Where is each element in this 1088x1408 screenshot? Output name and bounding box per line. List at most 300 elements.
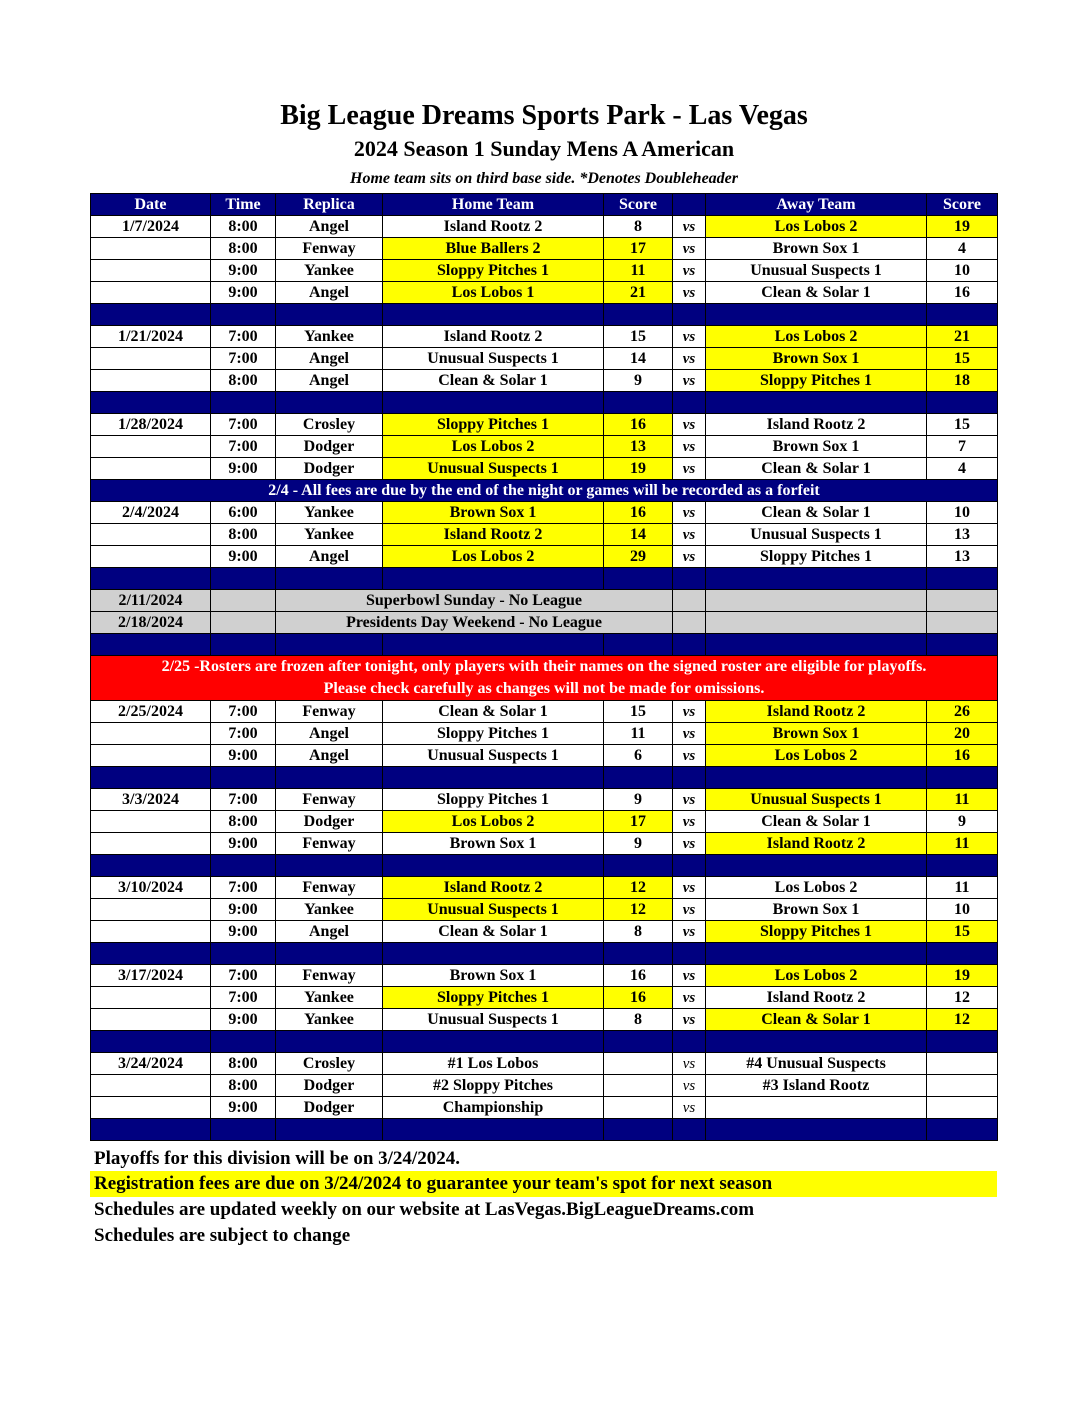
- empty-cell: [927, 612, 998, 634]
- separator-cell: [706, 568, 927, 590]
- column-header: Replica: [276, 194, 383, 216]
- home-team: Island Rootz 2: [383, 216, 604, 238]
- game-row: [91, 436, 998, 458]
- away-team: Clean & Solar 1: [706, 502, 927, 524]
- empty-cell: [211, 612, 276, 634]
- vs-label: vs: [673, 1009, 706, 1031]
- game-time: 8:00: [211, 524, 276, 546]
- home-score: 8: [604, 921, 673, 943]
- separator-cell: [673, 634, 706, 656]
- away-score: [927, 1075, 998, 1097]
- game-time: 7:00: [211, 326, 276, 348]
- separator-cell: [706, 767, 927, 789]
- away-score: 11: [927, 877, 998, 899]
- roster-alert-row: [91, 656, 998, 701]
- registration-note: Registration fees are due on 3/24/2024 to guarantee your team's spot for next season: [90, 1171, 997, 1197]
- separator-cell: [673, 855, 706, 877]
- away-team: Los Lobos 2: [706, 965, 927, 987]
- game-field: Dodger: [276, 1075, 383, 1097]
- separator-cell: [276, 1031, 383, 1053]
- game-time: 7:00: [211, 987, 276, 1009]
- column-header: Score: [604, 194, 673, 216]
- away-team: Clean & Solar 1: [706, 458, 927, 480]
- home-score: 19: [604, 458, 673, 480]
- separator-cell: [276, 767, 383, 789]
- home-team: Sloppy Pitches 1: [383, 789, 604, 811]
- game-time: 7:00: [211, 414, 276, 436]
- separator-row: [91, 1119, 998, 1141]
- vs-label: vs: [673, 524, 706, 546]
- empty-cell: [673, 590, 706, 612]
- away-score: 7: [927, 436, 998, 458]
- game-date: 1/21/2024: [91, 326, 211, 348]
- home-score: 8: [604, 1009, 673, 1031]
- separator-cell: [673, 1031, 706, 1053]
- vs-label: vs: [673, 745, 706, 767]
- playoffs-note: Playoffs for this division will be on 3/24/2024.: [94, 1148, 460, 1169]
- away-team: #3 Island Rootz: [706, 1075, 927, 1097]
- game-time: 8:00: [211, 216, 276, 238]
- game-field: Fenway: [276, 789, 383, 811]
- game-time: 6:00: [211, 502, 276, 524]
- game-row: [91, 282, 998, 304]
- separator-cell: [604, 943, 673, 965]
- game-row: [91, 216, 998, 238]
- away-team: Clean & Solar 1: [706, 282, 927, 304]
- game-row: [91, 745, 998, 767]
- home-score: 12: [604, 899, 673, 921]
- separator-cell: [383, 1119, 604, 1141]
- game-field: Dodger: [276, 811, 383, 833]
- game-date: [91, 238, 211, 260]
- away-team: Island Rootz 2: [706, 414, 927, 436]
- separator-cell: [211, 634, 276, 656]
- home-team-note: Home team sits on third base side. *Denotes Doubleheader: [350, 170, 738, 187]
- separator-cell: [91, 634, 211, 656]
- home-score: [604, 1053, 673, 1075]
- away-score: 12: [927, 1009, 998, 1031]
- separator-cell: [91, 943, 211, 965]
- home-team: Los Lobos 1: [383, 282, 604, 304]
- game-time: 9:00: [211, 899, 276, 921]
- fees-note-row: [91, 480, 998, 502]
- home-team: Championship: [383, 1097, 604, 1119]
- away-team: Los Lobos 2: [706, 216, 927, 238]
- game-date: [91, 436, 211, 458]
- home-team: Brown Sox 1: [383, 965, 604, 987]
- separator-cell: [927, 1031, 998, 1053]
- away-score: [927, 1097, 998, 1119]
- separator-cell: [91, 304, 211, 326]
- home-team: Island Rootz 2: [383, 326, 604, 348]
- game-field: Angel: [276, 921, 383, 943]
- away-team: Clean & Solar 1: [706, 1009, 927, 1031]
- game-field: Fenway: [276, 833, 383, 855]
- column-header: [673, 194, 706, 216]
- separator-cell: [706, 943, 927, 965]
- separator-cell: [604, 392, 673, 414]
- game-time: 9:00: [211, 260, 276, 282]
- home-score: 9: [604, 789, 673, 811]
- game-field: Angel: [276, 282, 383, 304]
- home-team: Los Lobos 2: [383, 811, 604, 833]
- game-field: Yankee: [276, 326, 383, 348]
- away-score: 11: [927, 833, 998, 855]
- column-header: Time: [211, 194, 276, 216]
- home-score: 13: [604, 436, 673, 458]
- separator-cell: [706, 855, 927, 877]
- home-score: 16: [604, 965, 673, 987]
- separator-cell: [673, 392, 706, 414]
- away-team: Los Lobos 2: [706, 326, 927, 348]
- home-team: Sloppy Pitches 1: [383, 260, 604, 282]
- website-note: Schedules are updated weekly on our website at LasVegas.BigLeagueDreams.com: [94, 1199, 755, 1220]
- vs-label: vs: [673, 833, 706, 855]
- game-row: [91, 1075, 998, 1097]
- roster-alert: [91, 656, 998, 701]
- separator-cell: [276, 1119, 383, 1141]
- game-field: Dodger: [276, 436, 383, 458]
- separator-cell: [383, 855, 604, 877]
- separator-cell: [91, 855, 211, 877]
- separator-cell: [91, 1031, 211, 1053]
- home-score: 9: [604, 370, 673, 392]
- separator-cell: [383, 304, 604, 326]
- vs-label: vs: [673, 987, 706, 1009]
- away-score: 4: [927, 458, 998, 480]
- separator-cell: [673, 304, 706, 326]
- game-date: [91, 811, 211, 833]
- game-time: 9:00: [211, 282, 276, 304]
- separator-cell: [276, 304, 383, 326]
- game-row: [91, 811, 998, 833]
- vs-label: vs: [673, 458, 706, 480]
- home-score: 14: [604, 524, 673, 546]
- vs-label: vs: [673, 414, 706, 436]
- home-team: #2 Sloppy Pitches: [383, 1075, 604, 1097]
- game-row: [91, 524, 998, 546]
- home-team: Island Rootz 2: [383, 877, 604, 899]
- game-field: Angel: [276, 723, 383, 745]
- home-score: 29: [604, 546, 673, 568]
- separator-cell: [91, 1119, 211, 1141]
- game-date: 1/7/2024: [91, 216, 211, 238]
- separator-cell: [211, 568, 276, 590]
- separator-cell: [604, 304, 673, 326]
- home-team: Sloppy Pitches 1: [383, 987, 604, 1009]
- game-row: [91, 348, 998, 370]
- game-time: 7:00: [211, 701, 276, 723]
- home-score: 21: [604, 282, 673, 304]
- empty-cell: [211, 590, 276, 612]
- column-header: Away Team: [706, 194, 927, 216]
- vs-label: vs: [673, 723, 706, 745]
- vs-label: vs: [673, 921, 706, 943]
- separator-row: [91, 634, 998, 656]
- change-note: Schedules are subject to change: [94, 1225, 351, 1246]
- game-date: 1/28/2024: [91, 414, 211, 436]
- game-time: 7:00: [211, 965, 276, 987]
- separator-cell: [927, 392, 998, 414]
- game-date: [91, 1097, 211, 1119]
- game-row: [91, 370, 998, 392]
- game-row: [91, 238, 998, 260]
- away-team: Brown Sox 1: [706, 436, 927, 458]
- game-field: Angel: [276, 546, 383, 568]
- game-time: 9:00: [211, 745, 276, 767]
- schedule-table: [90, 193, 998, 1141]
- game-date: [91, 921, 211, 943]
- empty-cell: [706, 590, 927, 612]
- separator-row: [91, 392, 998, 414]
- separator-cell: [706, 1119, 927, 1141]
- away-team: Los Lobos 2: [706, 877, 927, 899]
- home-score: 12: [604, 877, 673, 899]
- no-league-note: Presidents Day Weekend - No League: [276, 612, 673, 634]
- game-row: [91, 458, 998, 480]
- away-score: 10: [927, 899, 998, 921]
- home-score: 17: [604, 238, 673, 260]
- game-date: [91, 370, 211, 392]
- home-score: 15: [604, 326, 673, 348]
- separator-cell: [927, 304, 998, 326]
- away-team: Los Lobos 2: [706, 745, 927, 767]
- separator-cell: [276, 943, 383, 965]
- empty-cell: [673, 612, 706, 634]
- no-league-row: [91, 612, 998, 634]
- game-date: [91, 1009, 211, 1031]
- game-field: Dodger: [276, 1097, 383, 1119]
- game-row: [91, 260, 998, 282]
- away-team: Brown Sox 1: [706, 238, 927, 260]
- home-team: Brown Sox 1: [383, 502, 604, 524]
- separator-cell: [383, 392, 604, 414]
- separator-row: [91, 568, 998, 590]
- vs-label: vs: [673, 1097, 706, 1119]
- separator-cell: [706, 304, 927, 326]
- separator-cell: [604, 767, 673, 789]
- separator-cell: [927, 855, 998, 877]
- away-score: 15: [927, 921, 998, 943]
- vs-label: vs: [673, 789, 706, 811]
- separator-cell: [706, 1031, 927, 1053]
- away-score: 10: [927, 260, 998, 282]
- game-time: 9:00: [211, 1097, 276, 1119]
- home-score: 17: [604, 811, 673, 833]
- empty-cell: [927, 590, 998, 612]
- game-row: [91, 701, 998, 723]
- separator-cell: [927, 1119, 998, 1141]
- vs-label: vs: [673, 260, 706, 282]
- game-time: 9:00: [211, 833, 276, 855]
- away-score: 11: [927, 789, 998, 811]
- game-field: Angel: [276, 216, 383, 238]
- game-time: 9:00: [211, 921, 276, 943]
- game-time: 7:00: [211, 877, 276, 899]
- vs-label: vs: [673, 811, 706, 833]
- away-score: 26: [927, 701, 998, 723]
- game-date: 3/24/2024: [91, 1053, 211, 1075]
- separator-cell: [91, 568, 211, 590]
- home-team: Clean & Solar 1: [383, 921, 604, 943]
- away-score: 15: [927, 414, 998, 436]
- home-team: Unusual Suspects 1: [383, 745, 604, 767]
- separator-cell: [706, 392, 927, 414]
- game-field: Angel: [276, 348, 383, 370]
- roster-alert-line: Please check carefully as changes will not be made for omissions.: [323, 680, 765, 697]
- separator-cell: [604, 634, 673, 656]
- no-league-date: 2/11/2024: [91, 590, 211, 612]
- game-time: 9:00: [211, 546, 276, 568]
- home-team: Sloppy Pitches 1: [383, 414, 604, 436]
- game-row: [91, 921, 998, 943]
- away-team: Sloppy Pitches 1: [706, 546, 927, 568]
- away-score: [927, 1053, 998, 1075]
- vs-label: vs: [673, 370, 706, 392]
- game-field: Yankee: [276, 502, 383, 524]
- vs-label: vs: [673, 877, 706, 899]
- game-row: [91, 1053, 998, 1075]
- away-score: 13: [927, 524, 998, 546]
- game-time: 7:00: [211, 348, 276, 370]
- separator-cell: [211, 1031, 276, 1053]
- game-time: 9:00: [211, 458, 276, 480]
- separator-cell: [673, 943, 706, 965]
- home-score: 16: [604, 414, 673, 436]
- vs-label: vs: [673, 1075, 706, 1097]
- page-title: Big League Dreams Sports Park - Las Vegas: [280, 100, 808, 131]
- away-score: 12: [927, 987, 998, 1009]
- away-score: 13: [927, 546, 998, 568]
- game-time: 8:00: [211, 1075, 276, 1097]
- vs-label: vs: [673, 436, 706, 458]
- vs-label: vs: [673, 965, 706, 987]
- home-score: 14: [604, 348, 673, 370]
- vs-label: vs: [673, 899, 706, 921]
- column-header: Date: [91, 194, 211, 216]
- away-team: Island Rootz 2: [706, 833, 927, 855]
- away-team: Island Rootz 2: [706, 701, 927, 723]
- separator-cell: [383, 767, 604, 789]
- separator-row: [91, 855, 998, 877]
- separator-row: [91, 1031, 998, 1053]
- game-row: [91, 1009, 998, 1031]
- away-team: #4 Unusual Suspects: [706, 1053, 927, 1075]
- empty-cell: [706, 612, 927, 634]
- separator-row: [91, 943, 998, 965]
- away-score: 10: [927, 502, 998, 524]
- home-team: Unusual Suspects 1: [383, 458, 604, 480]
- vs-label: vs: [673, 1053, 706, 1075]
- home-team: Sloppy Pitches 1: [383, 723, 604, 745]
- game-time: 7:00: [211, 436, 276, 458]
- column-header: Home Team: [383, 194, 604, 216]
- home-score: 11: [604, 723, 673, 745]
- game-date: [91, 899, 211, 921]
- game-date: [91, 1075, 211, 1097]
- game-field: Fenway: [276, 965, 383, 987]
- home-score: 11: [604, 260, 673, 282]
- vs-label: vs: [673, 326, 706, 348]
- game-date: [91, 723, 211, 745]
- separator-cell: [383, 634, 604, 656]
- home-team: Unusual Suspects 1: [383, 1009, 604, 1031]
- home-score: 9: [604, 833, 673, 855]
- game-field: Crosley: [276, 414, 383, 436]
- home-team: Los Lobos 2: [383, 546, 604, 568]
- game-row: [91, 789, 998, 811]
- separator-cell: [927, 568, 998, 590]
- game-row: [91, 899, 998, 921]
- away-team: Unusual Suspects 1: [706, 524, 927, 546]
- game-row: [91, 502, 998, 524]
- header-row: [91, 194, 998, 216]
- away-score: 9: [927, 811, 998, 833]
- away-score: 18: [927, 370, 998, 392]
- separator-cell: [276, 392, 383, 414]
- separator-cell: [927, 767, 998, 789]
- away-team: Sloppy Pitches 1: [706, 921, 927, 943]
- game-date: [91, 833, 211, 855]
- game-field: Fenway: [276, 701, 383, 723]
- away-score: 20: [927, 723, 998, 745]
- game-field: Angel: [276, 370, 383, 392]
- away-score: 15: [927, 348, 998, 370]
- separator-cell: [927, 634, 998, 656]
- column-header: Score: [927, 194, 998, 216]
- home-score: 16: [604, 502, 673, 524]
- home-team: Los Lobos 2: [383, 436, 604, 458]
- game-time: 7:00: [211, 723, 276, 745]
- separator-cell: [276, 855, 383, 877]
- away-score: 19: [927, 965, 998, 987]
- game-date: 3/17/2024: [91, 965, 211, 987]
- game-row: [91, 326, 998, 348]
- game-field: Dodger: [276, 458, 383, 480]
- home-team: Clean & Solar 1: [383, 701, 604, 723]
- home-team: Blue Ballers 2: [383, 238, 604, 260]
- game-row: [91, 965, 998, 987]
- separator-row: [91, 767, 998, 789]
- game-date: [91, 282, 211, 304]
- separator-cell: [673, 1119, 706, 1141]
- no-league-row: [91, 590, 998, 612]
- game-field: Angel: [276, 745, 383, 767]
- game-date: 3/10/2024: [91, 877, 211, 899]
- vs-label: vs: [673, 238, 706, 260]
- game-field: Yankee: [276, 524, 383, 546]
- separator-cell: [276, 568, 383, 590]
- separator-cell: [211, 767, 276, 789]
- vs-label: vs: [673, 701, 706, 723]
- away-team: Clean & Solar 1: [706, 811, 927, 833]
- away-team: [706, 1097, 927, 1119]
- game-time: 8:00: [211, 811, 276, 833]
- separator-cell: [383, 1031, 604, 1053]
- game-field: Yankee: [276, 899, 383, 921]
- game-date: [91, 458, 211, 480]
- home-score: [604, 1097, 673, 1119]
- separator-cell: [604, 568, 673, 590]
- game-time: 7:00: [211, 789, 276, 811]
- separator-cell: [927, 943, 998, 965]
- separator-cell: [383, 568, 604, 590]
- game-date: [91, 745, 211, 767]
- game-time: 8:00: [211, 238, 276, 260]
- game-field: Yankee: [276, 1009, 383, 1031]
- separator-cell: [673, 568, 706, 590]
- away-team: Brown Sox 1: [706, 348, 927, 370]
